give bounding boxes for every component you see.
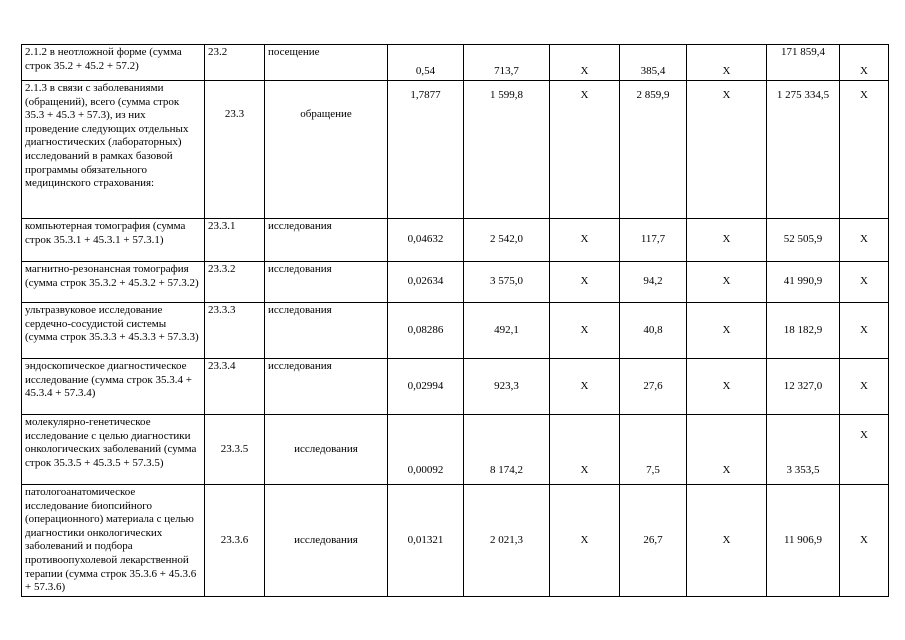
- row-value-9: 52 505,9: [767, 219, 840, 262]
- row-value-7: 117,7: [620, 219, 687, 262]
- table-row: [22, 415, 889, 485]
- row-value-8: X: [687, 262, 767, 303]
- row-value-7: 27,6: [620, 359, 687, 415]
- row-value-6: X: [550, 485, 620, 597]
- row-name: эндоскопическое диагностическое исследование (сумма строк 35.3.4 + 45.3.4 + 57.3.4): [22, 359, 205, 415]
- row-unit: исследования: [265, 262, 388, 303]
- table-row: [22, 262, 889, 303]
- row-value-10: X: [840, 303, 889, 359]
- row-unit: исследования: [265, 303, 388, 359]
- row-value-8: X: [687, 415, 767, 485]
- row-unit: исследования: [265, 415, 388, 485]
- row-value-10: X: [840, 45, 889, 81]
- row-value-10: X: [840, 219, 889, 262]
- row-value-6: X: [550, 303, 620, 359]
- row-code: 23.3.1: [205, 219, 265, 262]
- row-value-10: X: [840, 415, 889, 485]
- row-value-4: 0,04632: [388, 219, 464, 262]
- row-value-4: 0,54: [388, 45, 464, 81]
- row-value-5: 923,3: [464, 359, 550, 415]
- row-value-6: X: [550, 219, 620, 262]
- row-value-8: X: [687, 485, 767, 597]
- row-value-6: X: [550, 81, 620, 219]
- row-value-8: X: [687, 45, 767, 81]
- row-value-4: 0,08286: [388, 303, 464, 359]
- row-value-9: 41 990,9: [767, 262, 840, 303]
- row-value-8: X: [687, 359, 767, 415]
- row-value-7: 7,5: [620, 415, 687, 485]
- row-value-7: 94,2: [620, 262, 687, 303]
- row-value-9: 18 182,9: [767, 303, 840, 359]
- row-name: патологоанатомическое исследование биопсийного (операционного) материала с целью диагностики онкологических заболеваний и подбора противоопухолевой лекарственной терапии (сумма строк 35.3.6 + 45.3.6 + 57.3.6): [22, 485, 205, 597]
- row-value-5: 2 021,3: [464, 485, 550, 597]
- row-value-7: 26,7: [620, 485, 687, 597]
- row-name: 2.1.2 в неотложной форме (сумма строк 35.2 + 45.2 + 57.2): [22, 45, 205, 81]
- row-value-6: X: [550, 359, 620, 415]
- row-name: ультразвуковое исследование сердечно-сосудистой системы (сумма строк 35.3.3 + 45.3.3 + 57.3.3): [22, 303, 205, 359]
- row-value-5: 8 174,2: [464, 415, 550, 485]
- row-value-7: 2 859,9: [620, 81, 687, 219]
- table-row: [22, 81, 889, 219]
- row-value-5: 2 542,0: [464, 219, 550, 262]
- table-row: [22, 359, 889, 415]
- row-value-6: X: [550, 262, 620, 303]
- row-code: 23.2: [205, 45, 265, 81]
- row-unit: посещение: [265, 45, 388, 81]
- row-value-8: X: [687, 81, 767, 219]
- row-name: магнитно-резонансная томография (сумма строк 35.3.2 + 45.3.2 + 57.3.2): [22, 262, 205, 303]
- row-value-9: 12 327,0: [767, 359, 840, 415]
- row-value-10: X: [840, 485, 889, 597]
- row-code: 23.3.6: [205, 485, 265, 597]
- row-value-8: X: [687, 219, 767, 262]
- row-name: компьютерная томография (сумма строк 35.3.1 + 45.3.1 + 57.3.1): [22, 219, 205, 262]
- row-code: 23.3.4: [205, 359, 265, 415]
- row-code: 23.3.3: [205, 303, 265, 359]
- row-value-9: 3 353,5: [767, 415, 840, 485]
- row-value-5: 492,1: [464, 303, 550, 359]
- row-value-10: X: [840, 262, 889, 303]
- row-code: 23.3.5: [205, 415, 265, 485]
- row-value-7: 385,4: [620, 45, 687, 81]
- row-value-4: 0,00092: [388, 415, 464, 485]
- row-value-5: 1 599,8: [464, 81, 550, 219]
- table-row: [22, 485, 889, 597]
- row-unit: обращение: [265, 81, 388, 219]
- row-value-4: 1,7877: [388, 81, 464, 219]
- row-value-9: 11 906,9: [767, 485, 840, 597]
- row-unit: исследования: [265, 219, 388, 262]
- row-value-4: 0,01321: [388, 485, 464, 597]
- row-value-10: X: [840, 81, 889, 219]
- row-code: 23.3: [205, 81, 265, 219]
- row-value-8: X: [687, 303, 767, 359]
- row-value-6: X: [550, 45, 620, 81]
- row-name: 2.1.3 в связи с заболеваниями (обращений), всего (сумма строк 35.3 + 45.3 + 57.3), из них проведение следующих отдельных диагностических (лабораторных) исследований в рамках базовой программы обязательного медицинского страхования:: [22, 81, 205, 219]
- row-value-9: 1 275 334,5: [767, 81, 840, 219]
- row-value-4: 0,02994: [388, 359, 464, 415]
- row-value-5: 3 575,0: [464, 262, 550, 303]
- financing-table: [21, 44, 889, 597]
- row-code: 23.3.2: [205, 262, 265, 303]
- row-name: молекулярно-генетическое исследование с целью диагностики онкологических заболеваний (сумма строк 35.3.5 + 45.3.5 + 57.3.5): [22, 415, 205, 485]
- row-unit: исследования: [265, 485, 388, 597]
- row-value-10: X: [840, 359, 889, 415]
- table-row: [22, 303, 889, 359]
- row-value-5: 713,7: [464, 45, 550, 81]
- table-row: [22, 219, 889, 262]
- row-unit: исследования: [265, 359, 388, 415]
- table-row: [22, 45, 889, 81]
- row-value-6: X: [550, 415, 620, 485]
- row-value-7: 40,8: [620, 303, 687, 359]
- row-value-4: 0,02634: [388, 262, 464, 303]
- row-value-9: 171 859,4: [767, 45, 840, 81]
